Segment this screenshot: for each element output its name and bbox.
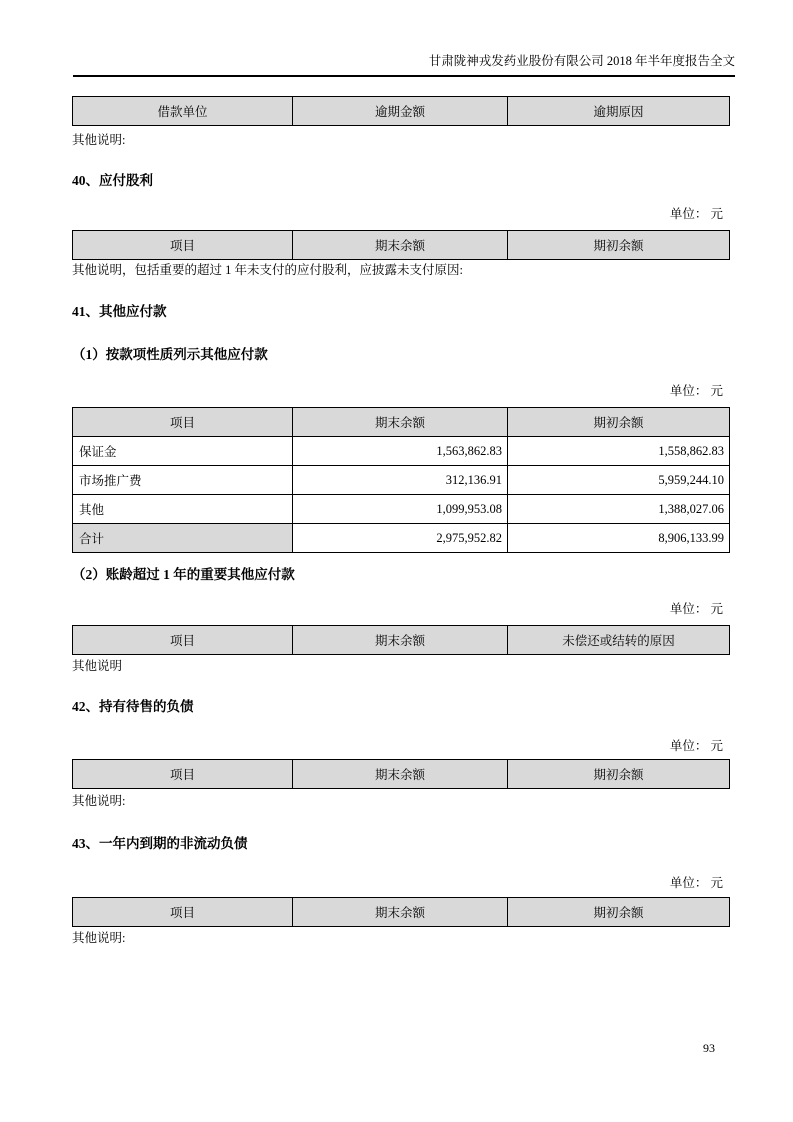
section-41-sub1-title: （1）按款项性质列示其他应付款 — [72, 347, 268, 362]
held-for-sale-liabilities-table — [72, 759, 730, 789]
column-header-beginning-balance: 期初余额 — [508, 760, 730, 789]
unit-label: 单位： 元 — [669, 739, 723, 753]
other-note: 其他说明，包括重要的超过 1 年未支付的应付股利，应披露未支付原因: — [72, 263, 463, 277]
other-note: 其他说明: — [72, 133, 126, 147]
report-title: 甘肃陇神戎发药业股份有限公司 2018 年半年度报告全文 — [428, 54, 735, 68]
other-note: 其他说明: — [72, 794, 126, 808]
table-header-row — [73, 626, 730, 655]
column-header-ending-balance: 期末余额 — [293, 760, 508, 789]
important-aged-payables-table — [72, 625, 730, 655]
cell-total-beginning-balance: 8,906,133.99 — [508, 524, 730, 553]
cell-item: 其他 — [73, 495, 293, 524]
cell-total-ending-balance: 2,975,952.82 — [293, 524, 508, 553]
column-header-ending-balance: 期末余额 — [293, 626, 508, 655]
column-header-ending-balance: 期末余额 — [293, 231, 508, 260]
column-header-item: 项目 — [73, 898, 293, 927]
table-header-row — [73, 898, 730, 927]
section-41-sub2-title: （2）账龄超过 1 年的重要其他应付款 — [72, 567, 295, 582]
column-header-unpaid-reason: 未偿还或结转的原因 — [508, 626, 730, 655]
table-header-row — [73, 760, 730, 789]
table-row — [73, 495, 730, 524]
section-40-title: 40、应付股利 — [72, 173, 153, 188]
column-header-overdue-reason: 逾期原因 — [508, 97, 730, 126]
section-42-title: 42、持有待售的负债 — [72, 699, 194, 714]
cell-ending-balance: 1,099,953.08 — [293, 495, 508, 524]
dividends-payable-table — [72, 230, 730, 260]
column-header-beginning-balance: 期初余额 — [508, 408, 730, 437]
table-header-row — [73, 97, 730, 126]
cell-total-label: 合计 — [73, 524, 293, 553]
column-header-item: 项目 — [73, 408, 293, 437]
cell-beginning-balance: 1,558,862.83 — [508, 437, 730, 466]
cell-ending-balance: 312,136.91 — [293, 466, 508, 495]
page-header — [73, 53, 735, 77]
section-43-title: 43、一年内到期的非流动负债 — [72, 836, 248, 851]
column-header-ending-balance: 期末余额 — [293, 898, 508, 927]
unit-label: 单位： 元 — [669, 876, 723, 890]
column-header-item: 项目 — [73, 626, 293, 655]
table-row — [73, 466, 730, 495]
table-header-row — [73, 408, 730, 437]
overdue-loans-table — [72, 96, 730, 126]
column-header-item: 项目 — [73, 760, 293, 789]
column-header-ending-balance: 期末余额 — [293, 408, 508, 437]
cell-item: 保证金 — [73, 437, 293, 466]
table-total-row — [73, 524, 730, 553]
other-payables-by-nature-table — [72, 407, 730, 553]
other-note: 其他说明 — [72, 659, 123, 673]
cell-item: 市场推广费 — [73, 466, 293, 495]
cell-beginning-balance: 1,388,027.06 — [508, 495, 730, 524]
column-header-beginning-balance: 期初余额 — [508, 231, 730, 260]
other-note: 其他说明: — [72, 931, 126, 945]
table-row — [73, 437, 730, 466]
cell-ending-balance: 1,563,862.83 — [293, 437, 508, 466]
section-41-title: 41、其他应付款 — [72, 304, 167, 319]
table-header-row — [73, 231, 730, 260]
non-current-liabilities-due-within-one-year-table — [72, 897, 730, 927]
cell-beginning-balance: 5,959,244.10 — [508, 466, 730, 495]
unit-label: 单位： 元 — [669, 602, 723, 616]
column-header-borrower: 借款单位 — [73, 97, 293, 126]
page-number: 93 — [703, 1041, 715, 1055]
column-header-overdue-amount: 逾期金额 — [293, 97, 508, 126]
unit-label: 单位： 元 — [669, 207, 723, 221]
column-header-beginning-balance: 期初余额 — [508, 898, 730, 927]
unit-label: 单位： 元 — [669, 384, 723, 398]
column-header-item: 项目 — [73, 231, 293, 260]
